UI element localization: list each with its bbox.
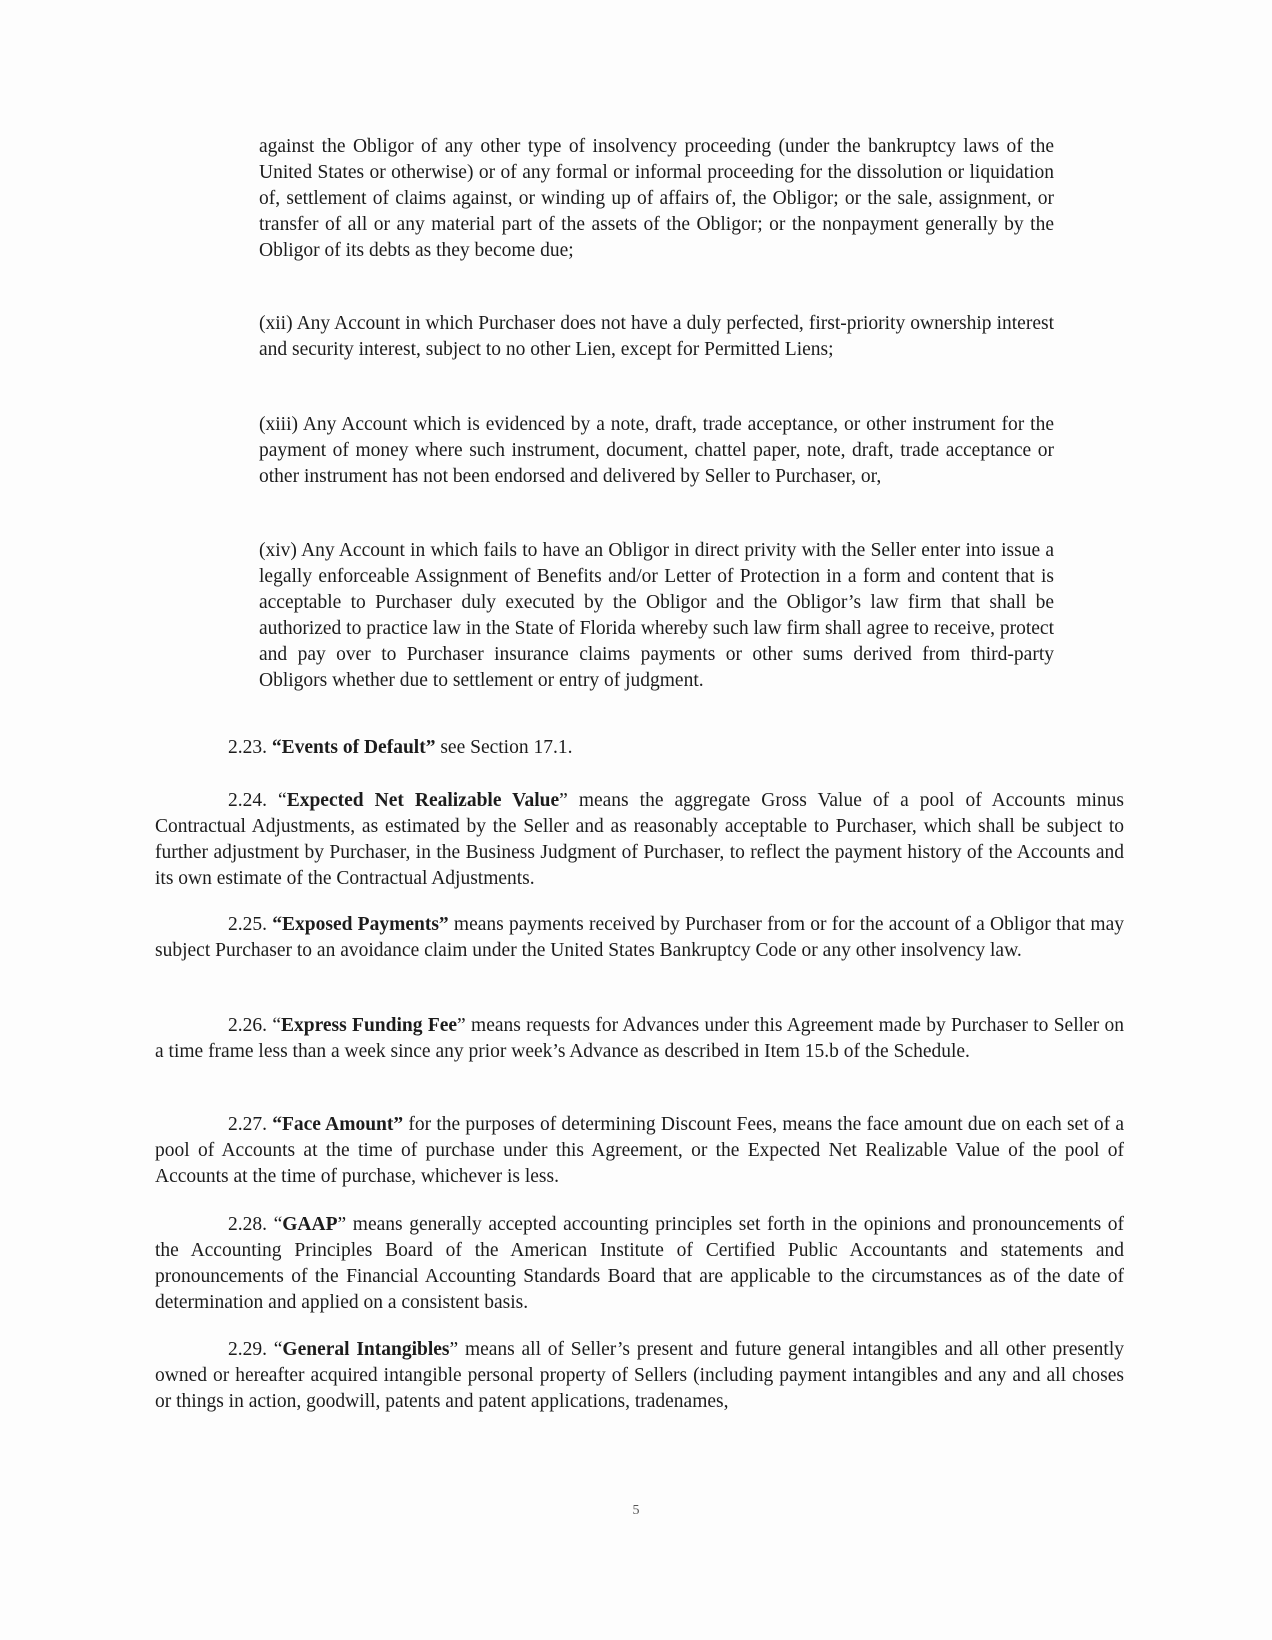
defined-term: General Intangibles bbox=[282, 1339, 450, 1360]
definition-2-24 bbox=[155, 788, 1124, 892]
section-number: 2.29. “ bbox=[228, 1339, 283, 1360]
section-number: 2.24. “ bbox=[228, 790, 287, 811]
defined-term: Express Funding Fee bbox=[280, 1015, 458, 1036]
definition-2-27 bbox=[155, 1112, 1124, 1190]
definition-text: ” means the aggregate Gross Value of a pool of Accounts minus Contractual Adjustments, as estimated by the Seller and as reasonably acceptable to Purchaser, which shall be subject to further adjustment by Purchaser, in the Business Judgment of Purchaser, to reflect the payment history of the Accounts and its own estimate of the Contractual Adjustments. bbox=[155, 790, 1125, 889]
paragraph-text: (xiv) Any Account in which fails to have an Obligor in direct privity with the Seller enter into issue a legally enforceable Assignment of Benefits and/or Letter of Protection in a form and content that is acceptable to Purchaser duly executed by the Obligor and the Obligor’s law firm that shall be authorized to practice law in the State of Florida whereby such law firm shall agree to receive, protect and pay over to Purchaser insurance claims payments or other sums derived from third-party Obligors whether due to settlement or entry of judgment. bbox=[259, 540, 1054, 691]
paragraph-text: (xiii) Any Account which is evidenced by a note, draft, trade acceptance, or other instrument for the payment of money where such instrument, document, chattel paper, note, draft, trade acceptance or other instrument has not been endorsed and delivered by Seller to Purchaser, or, bbox=[259, 414, 1054, 487]
definition-2-23 bbox=[228, 735, 1028, 761]
page-number: 5 bbox=[632, 1503, 640, 1518]
defined-term: GAAP bbox=[282, 1214, 338, 1235]
paragraph-item-xiv bbox=[259, 538, 1054, 694]
definition-2-26 bbox=[155, 1013, 1124, 1065]
paragraph-item-xiii bbox=[259, 412, 1054, 490]
section-number: 2.26. “ bbox=[228, 1015, 281, 1036]
section-number: 2.23. bbox=[228, 737, 272, 758]
definition-2-29 bbox=[155, 1337, 1124, 1415]
definition-text: ” means requests for Advances under this Agreement made by Purchaser to Seller on a time frame less than a week since any prior week’s Advance as described in Item 15.b of the Schedule. bbox=[155, 1015, 1125, 1062]
section-number: 2.25. bbox=[228, 914, 273, 935]
defined-term: Expected Net Realizable Value bbox=[286, 790, 560, 811]
definition-text: for the purposes of determining Discount Fees, means the face amount due on each set of a pool of Accounts at the time of purchase under this Agreement, or the Expected Net Realizable Value of the pool of Accounts at the time of purchase, whichever is less. bbox=[155, 1114, 1124, 1187]
defined-term: “Events of Default” bbox=[271, 737, 436, 758]
defined-term: “Face Amount” bbox=[272, 1114, 404, 1135]
definition-text: ” means all of Seller’s present and future general intangibles and all other presently owned or hereafter acquired intangible personal property of Sellers (including payment intangibles and any and all choses or things in action, goodwill, patents and patent applications, tradenames, bbox=[155, 1339, 1124, 1412]
definition-text: see Section 17.1. bbox=[435, 737, 573, 758]
paragraph-text: (xii) Any Account in which Purchaser does not have a duly perfected, first-priority ownership interest and security interest, subject to no other Lien, except for Permitted Liens; bbox=[259, 313, 1054, 360]
paragraph-insolvency-continuation bbox=[259, 134, 1054, 264]
defined-term: “Exposed Payments” bbox=[272, 914, 449, 935]
definition-text: ” means generally accepted accounting principles set forth in the opinions and pronouncements of the Accounting Principles Board of the American Institute of Certified Public Accountants and statements and pronouncements of the Financial Accounting Standards Board that are applicable to the circumstances as of the date of determination and applied on a consistent basis. bbox=[155, 1214, 1125, 1313]
definition-2-25 bbox=[155, 912, 1124, 964]
section-number: 2.27. bbox=[228, 1114, 273, 1135]
definition-2-28 bbox=[155, 1212, 1124, 1316]
definition-text: means payments received by Purchaser from or for the account of a Obligor that may subject Purchaser to an avoidance claim under the United States Bankruptcy Code or any other insolvency law. bbox=[155, 914, 1124, 961]
section-number: 2.28. “ bbox=[228, 1214, 283, 1235]
paragraph-text: against the Obligor of any other type of insolvency proceeding (under the bankruptcy laws of the United States or otherwise) or of any formal or informal proceeding for the dissolution or liquidation of, settlement of claims against, or winding up of affairs of, the Obligor; or the sale, assignment, or transfer of all or any material part of the assets of the Obligor; or the nonpayment generally by the Obligor of its debts as they become due; bbox=[259, 136, 1054, 261]
paragraph-item-xii bbox=[259, 311, 1054, 363]
